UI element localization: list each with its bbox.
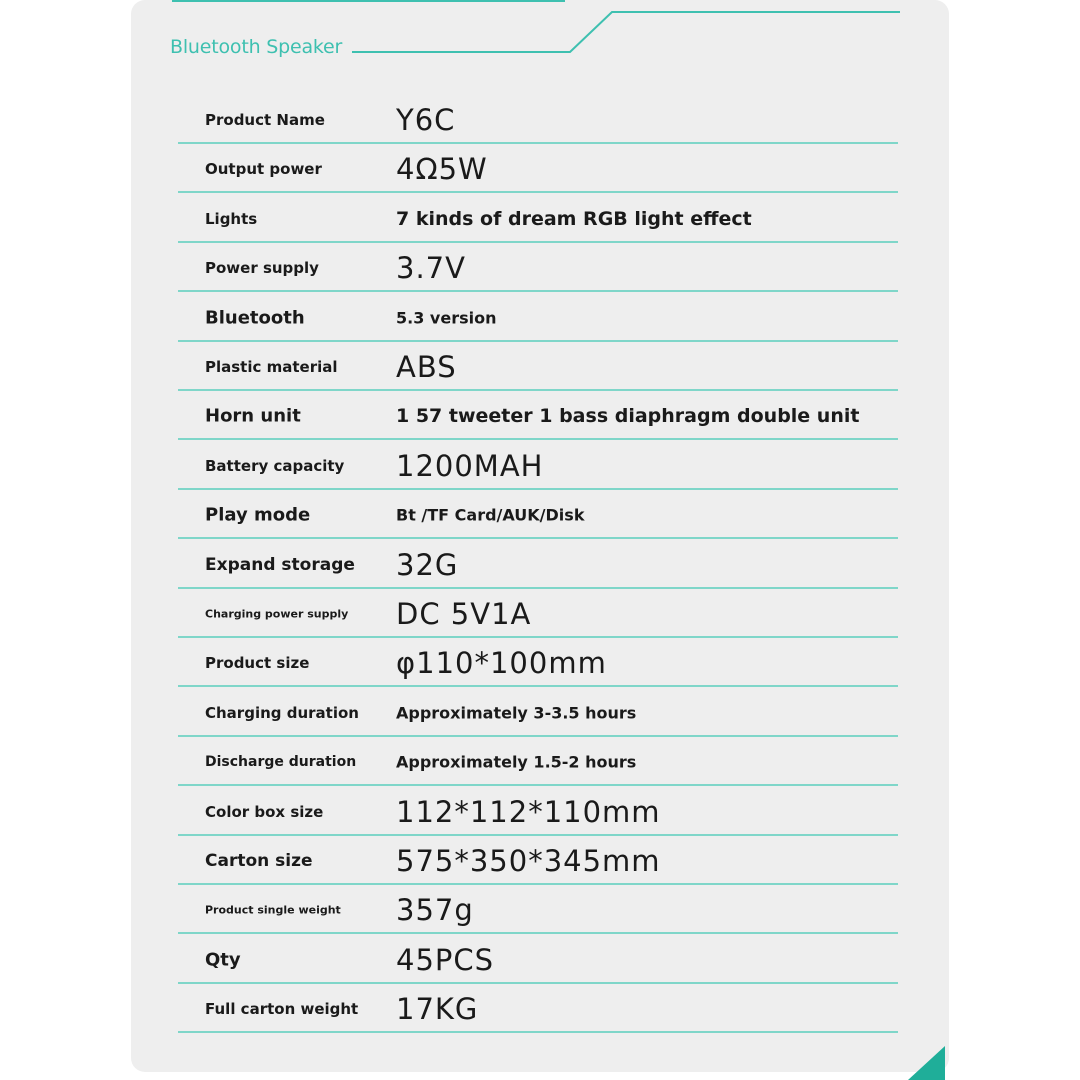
spec-value: φ110*100mm: [396, 646, 607, 681]
row-divider: [178, 982, 898, 984]
spec-label: Product single weight: [205, 903, 341, 917]
spec-label: Lights: [205, 209, 258, 228]
spec-row: [178, 491, 898, 539]
spec-row: [178, 392, 898, 440]
row-divider: [178, 883, 898, 885]
spec-value: 45PCS: [396, 942, 495, 977]
title-accent-line: [352, 12, 900, 52]
row-divider: [178, 389, 898, 391]
spec-label: Color box size: [205, 802, 324, 821]
spec-label: Horn unit: [205, 405, 301, 427]
spec-value: DC 5V1A: [396, 597, 532, 631]
spec-row: [178, 541, 898, 589]
spec-label: Carton size: [205, 851, 313, 871]
corner-accent-triangle: [908, 1046, 945, 1080]
row-divider: [178, 932, 898, 934]
spec-value: 3.7V: [396, 251, 466, 286]
spec-value: ABS: [396, 350, 457, 384]
spec-label: Play mode: [205, 504, 311, 526]
row-divider: [178, 340, 898, 342]
spec-label: Product size: [205, 654, 310, 673]
spec-value: 7 kinds of dream RGB light effect: [396, 207, 752, 230]
spec-label: Plastic material: [205, 358, 338, 376]
row-divider: [178, 784, 898, 786]
spec-value: Y6C: [396, 103, 456, 137]
page-title: Bluetooth Speaker: [170, 36, 343, 58]
spec-value: 1200MAH: [396, 448, 544, 483]
spec-value: 357g: [396, 893, 474, 928]
spec-row: [178, 886, 898, 934]
spec-label: Charging power supply: [205, 607, 349, 621]
spec-label: Charging duration: [205, 703, 359, 722]
row-divider: [178, 1031, 898, 1033]
spec-value: 32G: [396, 547, 459, 582]
spec-value: Approximately 3-3.5 hours: [396, 703, 637, 723]
spec-label: Expand storage: [205, 554, 355, 575]
spec-value: Approximately 1.5-2 hours: [396, 752, 637, 772]
row-divider: [178, 191, 898, 193]
spec-row: [178, 145, 898, 193]
row-divider: [178, 834, 898, 836]
spec-label: Qty: [205, 949, 241, 971]
spec-row: [178, 689, 898, 737]
spec-label: Battery capacity: [205, 456, 345, 475]
spec-row: [178, 195, 898, 243]
spec-row: [178, 442, 898, 490]
row-divider: [178, 488, 898, 490]
spec-row: [178, 985, 898, 1033]
row-divider: [178, 438, 898, 440]
spec-label: Power supply: [205, 259, 319, 278]
spec-label: Output power: [205, 160, 322, 179]
spec-row: [178, 343, 898, 391]
spec-row: [178, 639, 898, 687]
spec-row: [178, 294, 898, 342]
spec-row: [178, 244, 898, 292]
spec-label: Discharge duration: [205, 754, 357, 771]
row-divider: [178, 587, 898, 589]
spec-row: [178, 590, 898, 638]
spec-value: 5.3 version: [396, 308, 497, 328]
spec-value: 1 57 tweeter 1 bass diaphragm double unit: [396, 405, 860, 428]
row-divider: [178, 290, 898, 292]
spec-label: Full carton weight: [205, 1000, 359, 1019]
row-divider: [178, 636, 898, 638]
spec-row: [178, 936, 898, 984]
spec-row: [178, 96, 898, 144]
spec-value: 575*350*345mm: [396, 844, 661, 878]
row-divider: [178, 241, 898, 243]
row-divider: [178, 685, 898, 687]
spec-row: [178, 788, 898, 836]
spec-label: Product Name: [205, 111, 325, 129]
spec-label: Bluetooth: [205, 307, 305, 329]
spec-row: [178, 738, 898, 786]
spec-value: Bt /TF Card/AUK/Disk: [396, 505, 585, 525]
row-divider: [178, 735, 898, 737]
row-divider: [178, 142, 898, 144]
spec-value: 4Ω5W: [396, 152, 488, 187]
spec-value: 112*112*110mm: [396, 794, 661, 829]
row-divider: [178, 537, 898, 539]
spec-value: 17KG: [396, 992, 479, 1027]
spec-row: [178, 837, 898, 885]
